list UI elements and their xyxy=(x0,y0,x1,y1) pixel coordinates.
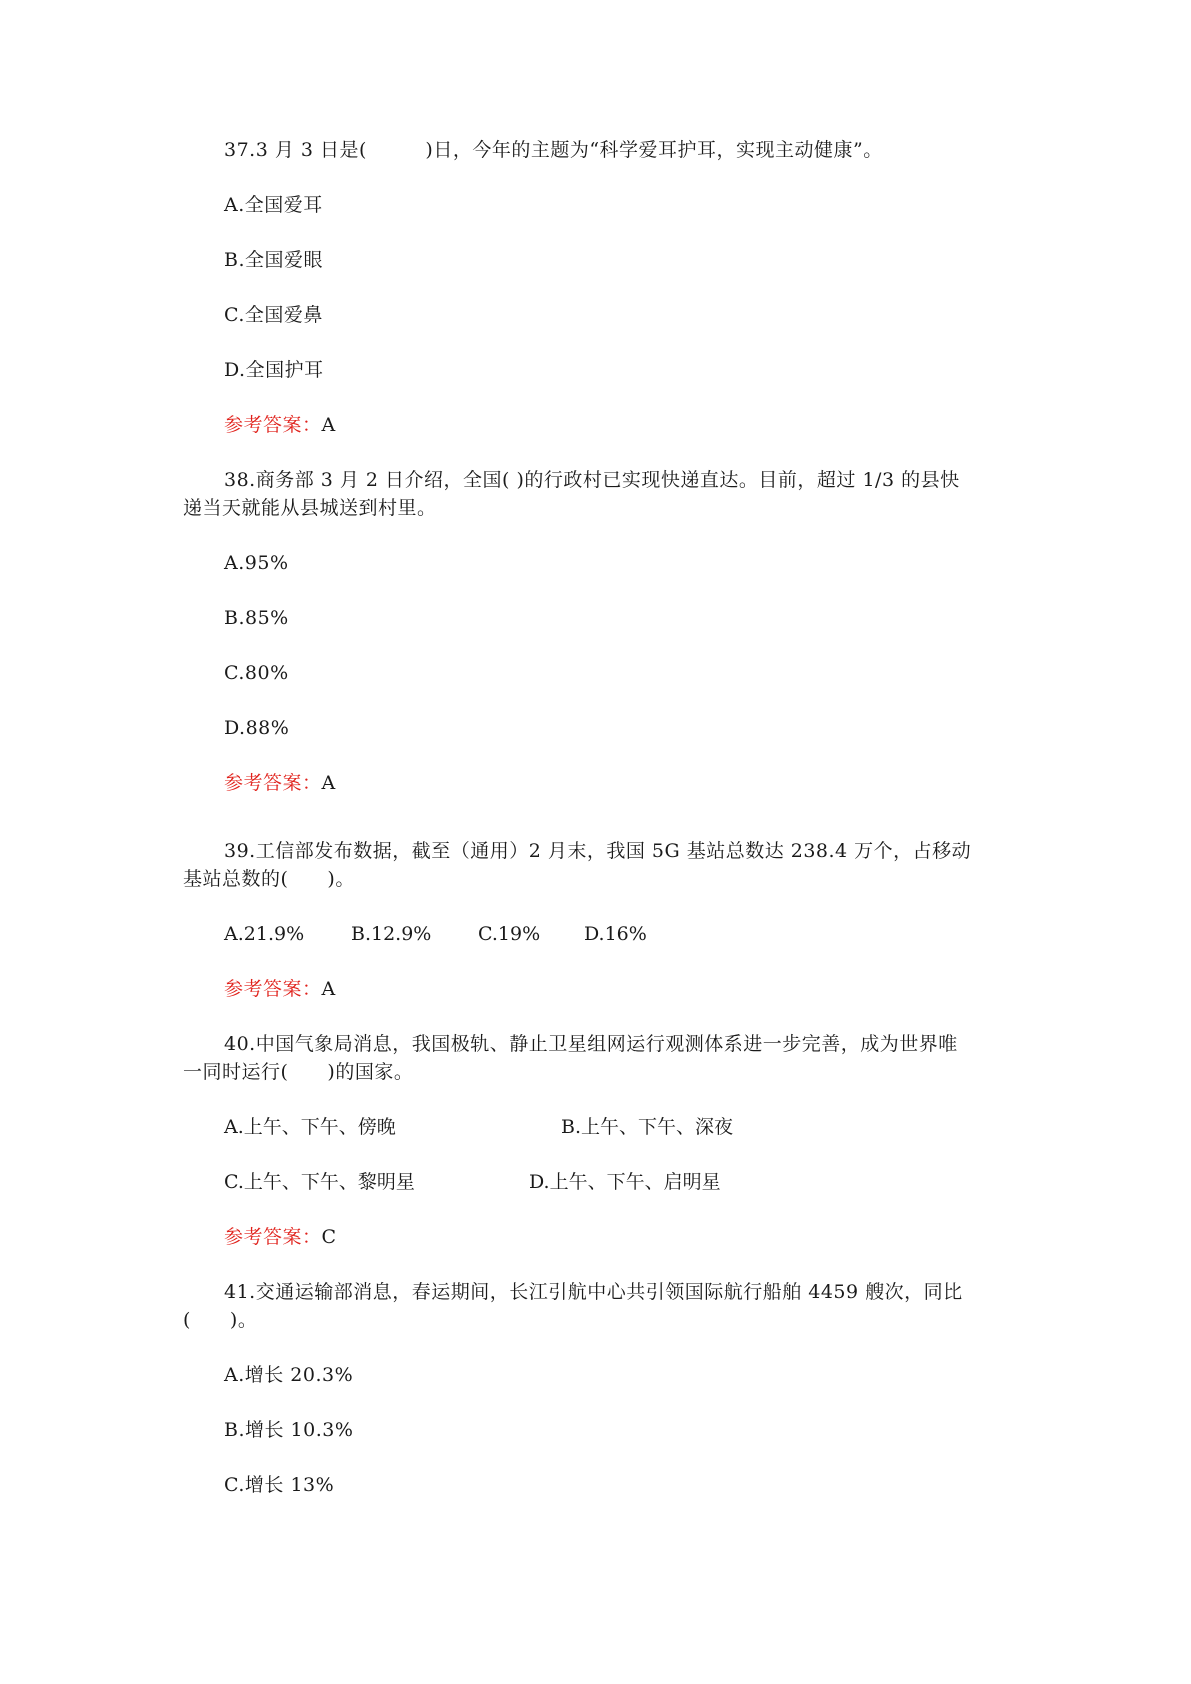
question-40-option-c: C.上午、下午、黎明星 xyxy=(224,1171,415,1193)
question-41-stem-line-1: 41.交通运输部消息，春运期间，长江引航中心共引领国际航行船舶 4459 艘次，同比 xyxy=(224,1281,963,1303)
question-37-option-d: D.全国护耳 xyxy=(224,359,324,381)
question-38-stem-line-1: 38.商务部 3 月 2 日介绍，全国( )的行政村已实现快递直达。目前，超过 1/3 的县快 xyxy=(224,469,960,491)
answer-label: 参考答案： xyxy=(224,978,322,1000)
question-37-option-c: C.全国爱鼻 xyxy=(224,304,323,326)
question-37-answer xyxy=(224,412,336,438)
question-41-option-c: C.增长 13% xyxy=(224,1474,335,1496)
answer-label: 参考答案： xyxy=(224,772,322,794)
question-39-answer xyxy=(224,976,336,1002)
answer-value: A xyxy=(321,772,336,794)
question-39-option-a: A.21.9% xyxy=(224,923,305,945)
answer-value: A xyxy=(321,978,336,1000)
question-39-option-b: B.12.9% xyxy=(351,923,432,945)
question-40-option-d: D.上午、下午、启明星 xyxy=(529,1171,721,1193)
answer-label: 参考答案： xyxy=(224,414,322,436)
question-41-stem-line-2: ( )。 xyxy=(183,1309,258,1331)
answer-label: 参考答案： xyxy=(224,1226,322,1248)
question-40-options-row-2 xyxy=(0,1169,1191,1273)
question-40-answer xyxy=(224,1224,337,1250)
question-38-option-a: A.95% xyxy=(224,552,289,574)
question-41-option-b: B.增长 10.3% xyxy=(224,1419,354,1441)
question-39-stem-line-2: 基站总数的( )。 xyxy=(183,868,355,890)
question-39-stem-line-1: 39.工信部发布数据，截至（通用）2 月末，我国 5G 基站总数达 238.4 万个，占移动 xyxy=(224,840,972,862)
question-37-option-a: A.全国爱耳 xyxy=(224,194,323,216)
question-38-option-d: D.88% xyxy=(224,717,290,739)
question-37-stem: 37.3 月 3 日是( )日，今年的主题为“科学爱耳护耳，实现主动健康”。 xyxy=(224,139,883,161)
question-40-option-b: B.上午、下午、深夜 xyxy=(561,1116,734,1138)
answer-value: A xyxy=(321,414,336,436)
question-38-option-c: C.80% xyxy=(224,662,289,684)
question-40-stem-line-2: 一同时运行( )的国家。 xyxy=(183,1061,414,1083)
question-41-option-a: A.增长 20.3% xyxy=(224,1364,354,1386)
question-39-option-c: C.19% xyxy=(478,923,541,945)
question-40-option-a: A.上午、下午、傍晚 xyxy=(224,1116,396,1138)
question-39-option-d: D.16% xyxy=(584,923,647,945)
question-38-option-b: B.85% xyxy=(224,607,289,629)
question-38-stem-line-2: 递当天就能从县城送到村里。 xyxy=(183,497,437,519)
answer-value: C xyxy=(321,1226,337,1248)
question-40-stem-line-1: 40.中国气象局消息，我国极轨、静止卫星组网运行观测体系进一步完善，成为世界唯 xyxy=(224,1033,958,1055)
question-38-answer xyxy=(224,770,336,796)
question-37-option-b: B.全国爱眼 xyxy=(224,249,324,271)
